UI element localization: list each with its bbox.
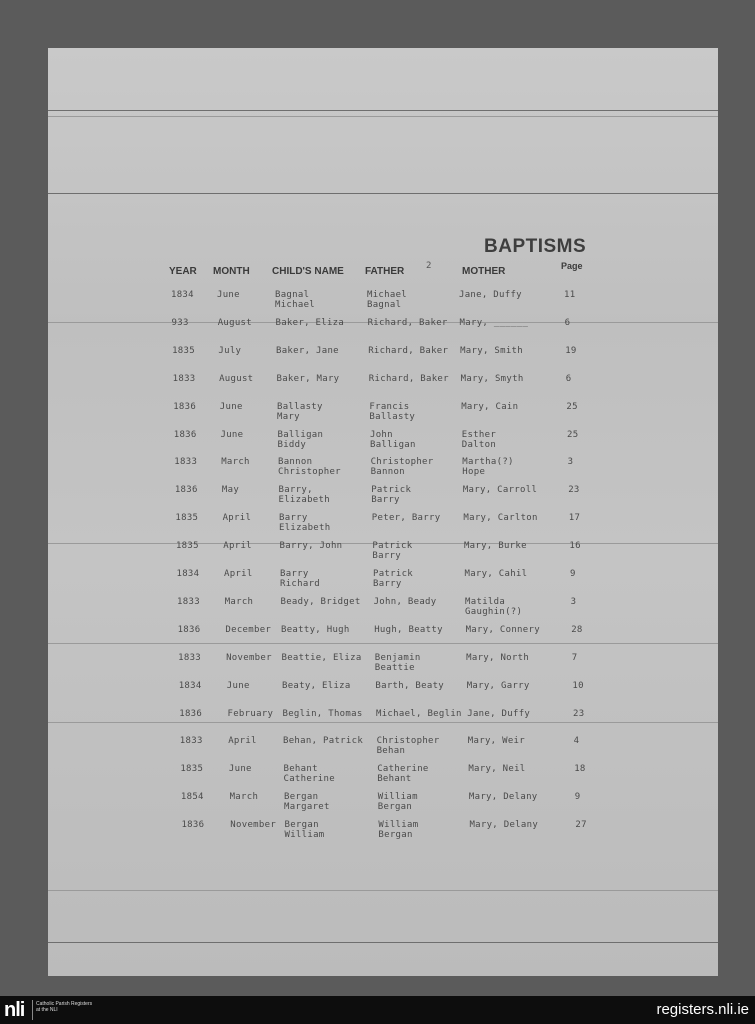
record-page: 23 (573, 708, 585, 719)
record-child: Barry Elizabeth (279, 513, 331, 534)
record-year: 1833 (174, 457, 198, 468)
footer-bar (0, 996, 755, 1024)
ruled-line (48, 643, 718, 644)
record-page: 16 (569, 541, 581, 552)
record-father: Richard, Baker (367, 317, 448, 328)
record-father: Richard, Baker (368, 373, 449, 384)
record-page: 28 (571, 624, 583, 635)
record-page: 9 (574, 792, 581, 803)
header-page: Page (561, 261, 583, 271)
record-year: 1854 (180, 792, 204, 803)
record-mother: Mary, Cain (461, 401, 519, 412)
header-mother: MOTHER (462, 266, 506, 277)
record-page: 25 (567, 429, 579, 440)
record-mother: Mary, Delany (468, 792, 538, 803)
record-year: 1836 (173, 401, 197, 412)
record-father: Patrick Barry (371, 485, 412, 506)
record-mother: Mary, Carroll (462, 485, 538, 496)
record-child: Beattie, Eliza (281, 652, 362, 663)
record-year: 933 (171, 317, 189, 328)
record-year: 1836 (177, 624, 201, 635)
record-month: February (227, 708, 274, 719)
record-year: 1835 (180, 764, 204, 775)
record-page: 3 (570, 596, 577, 607)
record-month: March (224, 596, 254, 607)
record-page: 19 (565, 345, 577, 356)
record-page: 18 (574, 764, 586, 775)
logo-divider (32, 1000, 33, 1020)
record-mother: Martha(?) Hope (462, 457, 514, 478)
record-child: Beaty, Eliza (282, 680, 351, 691)
record-page: 25 (566, 401, 578, 412)
record-month: March (221, 457, 250, 468)
record-father: William Bergan (378, 820, 419, 841)
page-title: BAPTISMS (484, 236, 587, 257)
record-mother: Esther Dalton (461, 429, 497, 450)
record-father: William Bergan (377, 792, 418, 813)
record-mother: Mary, Delany (469, 820, 539, 831)
nli-logo: nli (4, 999, 25, 1021)
record-year: 1833 (178, 652, 202, 663)
record-year: 1836 (179, 708, 203, 719)
record-father: Catherine Behant (377, 764, 429, 785)
record-page: 27 (575, 820, 587, 831)
record-father: Francis Ballasty (369, 401, 416, 422)
record-page: 7 (571, 652, 578, 663)
record-page: 10 (572, 680, 584, 691)
record-mother: Mary, Connery (465, 624, 540, 635)
record-month: November (230, 820, 277, 831)
record-year: 1835 (175, 513, 199, 524)
record-page: 9 (570, 569, 576, 579)
ruled-line (48, 890, 718, 891)
header-child: CHILD'S NAME (272, 266, 344, 277)
record-father: Michael Bagnal (367, 290, 408, 310)
register-page (48, 48, 718, 976)
record-child: Bergan Margaret (284, 792, 330, 813)
record-father: Hugh, Beatty (374, 624, 443, 635)
record-year: 1833 (179, 736, 203, 747)
site-link[interactable]: registers.nli.ie (656, 1001, 749, 1018)
record-child: Barry Richard (280, 569, 321, 589)
record-mother: Jane, Duffy (467, 708, 531, 719)
record-month: June (219, 401, 243, 412)
record-month: July (218, 345, 242, 356)
ruled-line (48, 722, 718, 723)
header-month: MONTH (213, 266, 250, 277)
record-father: Michael, Beglin (376, 708, 462, 719)
record-child: Ballasty Mary (277, 401, 323, 422)
record-father: Benjamin Beattie (374, 652, 421, 673)
record-year: 1834 (176, 569, 200, 579)
record-mother: Mary, Cahil (464, 569, 528, 579)
ruled-line (48, 942, 718, 943)
record-father: Christopher Behan (376, 736, 440, 757)
header-year: YEAR (169, 266, 197, 277)
record-child: Beatty, Hugh (281, 624, 350, 635)
ruled-line (48, 193, 718, 194)
record-page: 11 (564, 290, 576, 300)
record-mother: Mary, Burke (463, 541, 527, 552)
record-year: 1834 (171, 290, 194, 300)
ruled-line (48, 116, 718, 117)
record-year: 1835 (175, 541, 199, 552)
record-month: March (229, 792, 259, 803)
record-child: Bergan William (284, 820, 325, 841)
record-father: Richard, Baker (368, 345, 449, 356)
record-mother: Jane, Duffy (459, 290, 522, 300)
record-page: 3 (567, 457, 574, 468)
logo-caption: Catholic Parish Registers at the NLI (36, 1001, 93, 1013)
record-month: April (223, 541, 252, 552)
record-child: Behant Catherine (283, 764, 335, 785)
record-mother: Mary, Garry (466, 680, 530, 691)
record-month: April (222, 513, 252, 524)
record-month: August (219, 373, 254, 384)
record-year: 1833 (177, 596, 200, 607)
record-child: Baker, Jane (276, 345, 339, 356)
record-mother: Matilda Gaughin(?) (465, 596, 523, 617)
record-month: April (224, 569, 253, 579)
record-mother: Mary, Smyth (460, 373, 524, 384)
record-mother: Mary, Neil (468, 764, 526, 775)
sheet-marker: 2 (426, 261, 432, 271)
record-child: Balligan Biddy (277, 429, 324, 450)
record-month: November (226, 652, 272, 663)
record-month: April (228, 736, 257, 747)
record-father: John Balligan (370, 429, 416, 450)
record-father: Peter, Barry (371, 513, 441, 524)
record-month: June (228, 764, 252, 775)
record-month: December (225, 624, 272, 635)
record-year: 1836 (181, 820, 205, 831)
record-child: Barry, Elizabeth (278, 485, 330, 506)
record-mother: Mary, North (466, 652, 530, 663)
record-month: August (217, 317, 252, 328)
record-mother: Mary, Smith (460, 345, 523, 356)
record-father: Patrick Barry (373, 569, 414, 589)
record-father: Patrick Barry (372, 541, 413, 562)
record-father: John, Beady (373, 596, 437, 607)
record-mother: Mary, Carlton (463, 513, 538, 524)
record-child: Beglin, Thomas (282, 708, 363, 719)
record-child: Bagnal Michael (275, 290, 316, 310)
record-mother: Mary, Weir (467, 736, 525, 747)
record-year: 1834 (178, 680, 202, 691)
header-father: FATHER (365, 266, 405, 277)
record-page: 6 (564, 317, 571, 328)
record-month: June (226, 680, 250, 691)
record-child: Beady, Bridget (280, 596, 361, 607)
record-year: 1835 (172, 345, 195, 356)
record-year: 1836 (174, 485, 198, 496)
record-page: 17 (568, 513, 581, 524)
record-father: Barth, Beaty (375, 680, 445, 691)
record-month: June (217, 290, 240, 300)
record-mother: Mary, ______ (459, 317, 529, 328)
record-child: Barry, John (279, 541, 343, 552)
record-month: June (220, 429, 244, 440)
record-child: Bannon Christopher (278, 457, 341, 478)
record-page: 23 (568, 485, 580, 496)
record-month: May (221, 485, 240, 496)
record-child: Behan, Patrick (283, 736, 364, 747)
record-year: 1836 (173, 429, 197, 440)
record-child: Baker, Mary (276, 373, 340, 384)
record-father: Christopher Bannon (370, 457, 434, 478)
record-page: 4 (573, 736, 580, 747)
record-page: 6 (565, 373, 572, 384)
record-child: Baker, Eliza (275, 317, 345, 328)
record-year: 1833 (172, 373, 196, 384)
ruled-line (48, 110, 718, 111)
